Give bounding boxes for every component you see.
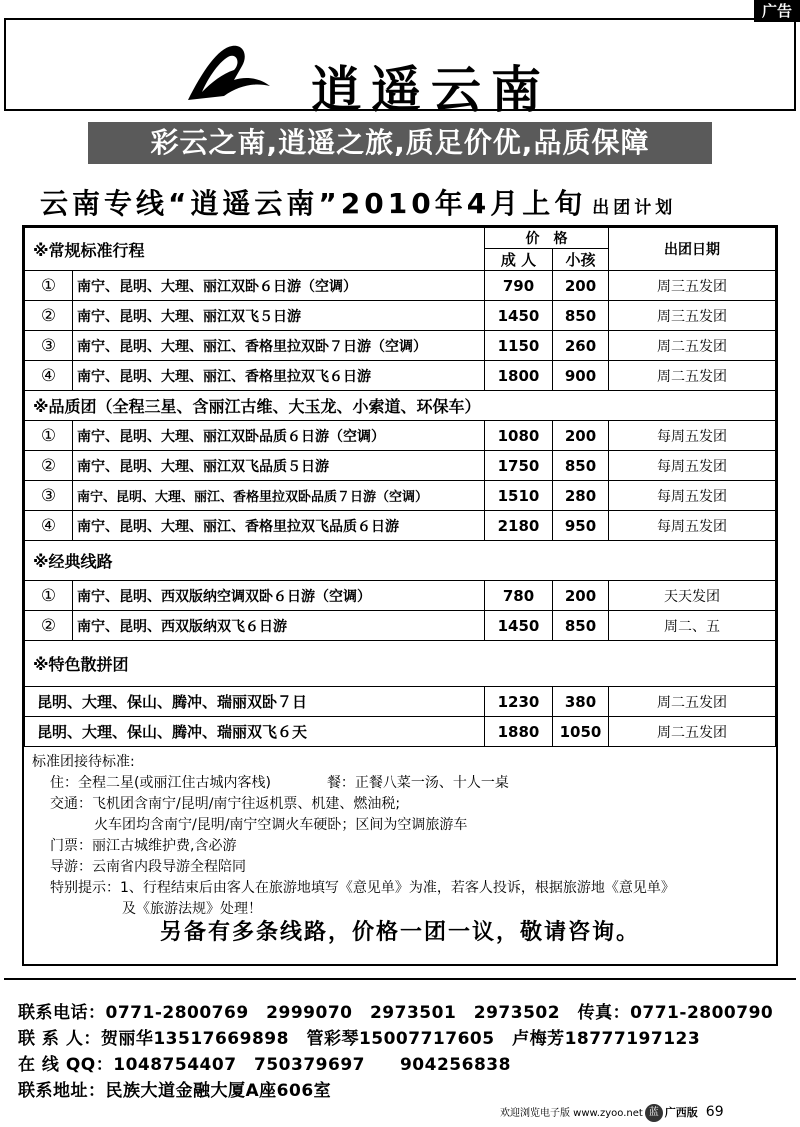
header [4, 18, 796, 119]
row-number: ③ [25, 481, 73, 511]
adult-price: 1750 [485, 451, 553, 481]
adult-price: 780 [485, 581, 553, 611]
notes-tip-2: 及《旅游法规》处理！ [122, 901, 262, 917]
notes-meal: 餐：正餐八菜一汤、十人一桌 [326, 775, 509, 791]
departure-day: 周二五发团 [609, 331, 776, 361]
adult-price: 1510 [485, 481, 553, 511]
contact-info [4, 978, 796, 1100]
page-footer [500, 1104, 796, 1124]
child-price: 1050 [553, 717, 609, 747]
child-price: 200 [553, 581, 609, 611]
child-price: 280 [553, 481, 609, 511]
row-number: ③ [25, 331, 73, 361]
reception-standards [32, 752, 772, 920]
notes-tip-1: 特别提示：1、行程结束后由客人在旅游地填写《意见单》为准，若客人投诉，根据旅游地《意见单》 [50, 880, 675, 896]
adult-header: 成 人 [485, 249, 553, 271]
route-name: 南宁、昆明、大理、丽江、香格里拉双卧品质７日游（空调） [73, 481, 485, 511]
notes-heading: 标准团接待标准: [32, 754, 135, 770]
child-price: 200 [553, 421, 609, 451]
notes-stay: 住：全程二星(或丽江住古城内客栈) [50, 775, 271, 791]
child-header: 小孩 [553, 249, 609, 271]
adult-price: 2180 [485, 511, 553, 541]
adult-price: 1450 [485, 611, 553, 641]
notes-transport-1: 交通：飞机团含南宁/昆明/南宁往返机票、机建、燃油税; [50, 796, 401, 812]
row-number: ④ [25, 361, 73, 391]
itinerary-panel [22, 225, 778, 966]
row-number: ② [25, 301, 73, 331]
child-price: 850 [553, 301, 609, 331]
itinerary-table [24, 227, 776, 747]
table-row [25, 687, 776, 717]
departure-header: 出团日期 [609, 228, 776, 271]
row-number: ① [25, 581, 73, 611]
departure-day: 每周五发团 [609, 511, 776, 541]
departure-day: 每周五发团 [609, 481, 776, 511]
row-number: ④ [25, 511, 73, 541]
departure-day: 周三五发团 [609, 271, 776, 301]
section-title: ※常规标准行程 [25, 228, 485, 271]
notes-guide: 导游：云南省内段导游全程陪同 [50, 859, 246, 875]
adult-price: 1080 [485, 421, 553, 451]
child-price: 900 [553, 361, 609, 391]
contact-qq: 在 线 QQ：1048754407 750379697 904256838 [18, 1055, 511, 1075]
route-name: 昆明、大理、保山、腾冲、瑞丽双卧７日 [25, 687, 485, 717]
departure-day: 周二、五 [609, 611, 776, 641]
adult-price: 790 [485, 271, 553, 301]
table-row [25, 331, 776, 361]
route-name: 南宁、昆明、大理、丽江双飞品质５日游 [73, 451, 485, 481]
departure-day: 每周五发团 [609, 451, 776, 481]
contact-phone: 联系电话：0771-2800769 2999070 2973501 2973502 传真：0771-2800790 [18, 1003, 774, 1023]
child-price: 200 [553, 271, 609, 301]
table-row [25, 271, 776, 301]
adult-price: 1800 [485, 361, 553, 391]
child-price: 260 [553, 331, 609, 361]
table-row [25, 451, 776, 481]
page-subtitle [40, 182, 780, 218]
adult-price: 1880 [485, 717, 553, 747]
row-number: ① [25, 271, 73, 301]
footer-edition: 广西版 [664, 1106, 698, 1119]
route-name: 昆明、大理、保山、腾冲、瑞丽双飞６天 [25, 717, 485, 747]
route-name: 南宁、昆明、大理、丽江双卧６日游（空调） [73, 271, 485, 301]
departure-day: 周二五发团 [609, 717, 776, 747]
footer-site: 欢迎浏览电子版 www.zyoo.net [500, 1108, 643, 1119]
adult-price: 1230 [485, 687, 553, 717]
adult-price: 1450 [485, 301, 553, 331]
table-row [25, 361, 776, 391]
route-name: 南宁、昆明、大理、丽江、香格里拉双飞品质６日游 [73, 511, 485, 541]
route-name: 南宁、昆明、大理、丽江双飞５日游 [73, 301, 485, 331]
notes-transport-2: 火车团均含南宁/昆明/南宁空调火车硬卧；区间为空调旅游车 [94, 817, 468, 833]
departure-day: 每周五发团 [609, 421, 776, 451]
price-header: 价 格 [485, 228, 609, 249]
table-row [25, 301, 776, 331]
publisher-logo-icon: 蓝 [645, 1104, 663, 1122]
route-name: 南宁、昆明、大理、丽江、香格里拉双卧７日游（空调） [73, 331, 485, 361]
table-row [25, 581, 776, 611]
section-title: ※品质团（全程三星、含丽江古维、大玉龙、小索道、环保车） [25, 391, 776, 421]
brand-title: 逍遥云南 [311, 61, 551, 119]
departure-day: 周三五发团 [609, 301, 776, 331]
adult-price: 1150 [485, 331, 553, 361]
table-row [25, 511, 776, 541]
row-number: ① [25, 421, 73, 451]
contact-address: 联系地址：民族大道金融大厦A座606室 [18, 1081, 332, 1101]
row-number: ② [25, 451, 73, 481]
table-row [25, 717, 776, 747]
subtitle-small: 出团计划 [592, 198, 677, 218]
closing-message: 另备有多条线路，价格一团一议，敬请咨询。 [159, 920, 640, 945]
contact-person: 联 系 人：贺丽华13517669898 管彩琴15007717605 卢梅芳18777197123 [18, 1029, 701, 1049]
subtitle-main: 云南专线“逍遥云南”2010年4月上旬 [40, 187, 587, 220]
row-number: ② [25, 611, 73, 641]
route-name: 南宁、昆明、大理、丽江、香格里拉双飞６日游 [73, 361, 485, 391]
route-name: 南宁、昆明、西双版纳双飞６日游 [73, 611, 485, 641]
child-price: 380 [553, 687, 609, 717]
departure-day: 周二五发团 [609, 687, 776, 717]
brand-logo-icon [184, 42, 274, 104]
departure-day: 周二五发团 [609, 361, 776, 391]
page-number: 69 [705, 1104, 724, 1120]
child-price: 950 [553, 511, 609, 541]
ad-tag: 广告 [754, 0, 800, 22]
table-row [25, 481, 776, 511]
section-title: ※特色散拼团 [25, 641, 776, 687]
departure-day: 天天发团 [609, 581, 776, 611]
child-price: 850 [553, 611, 609, 641]
notes-ticket: 门票：丽江古城维护费,含必游 [50, 838, 237, 854]
route-name: 南宁、昆明、西双版纳空调双卧６日游（空调） [73, 581, 485, 611]
route-name: 南宁、昆明、大理、丽江双卧品质６日游（空调） [73, 421, 485, 451]
table-row [25, 421, 776, 451]
child-price: 850 [553, 451, 609, 481]
slogan-banner: 彩云之南,逍遥之旅,质足价优,品质保障 [88, 122, 712, 164]
section-title: ※经典线路 [25, 541, 776, 581]
notes-stay-meal [32, 773, 772, 794]
table-row [25, 611, 776, 641]
